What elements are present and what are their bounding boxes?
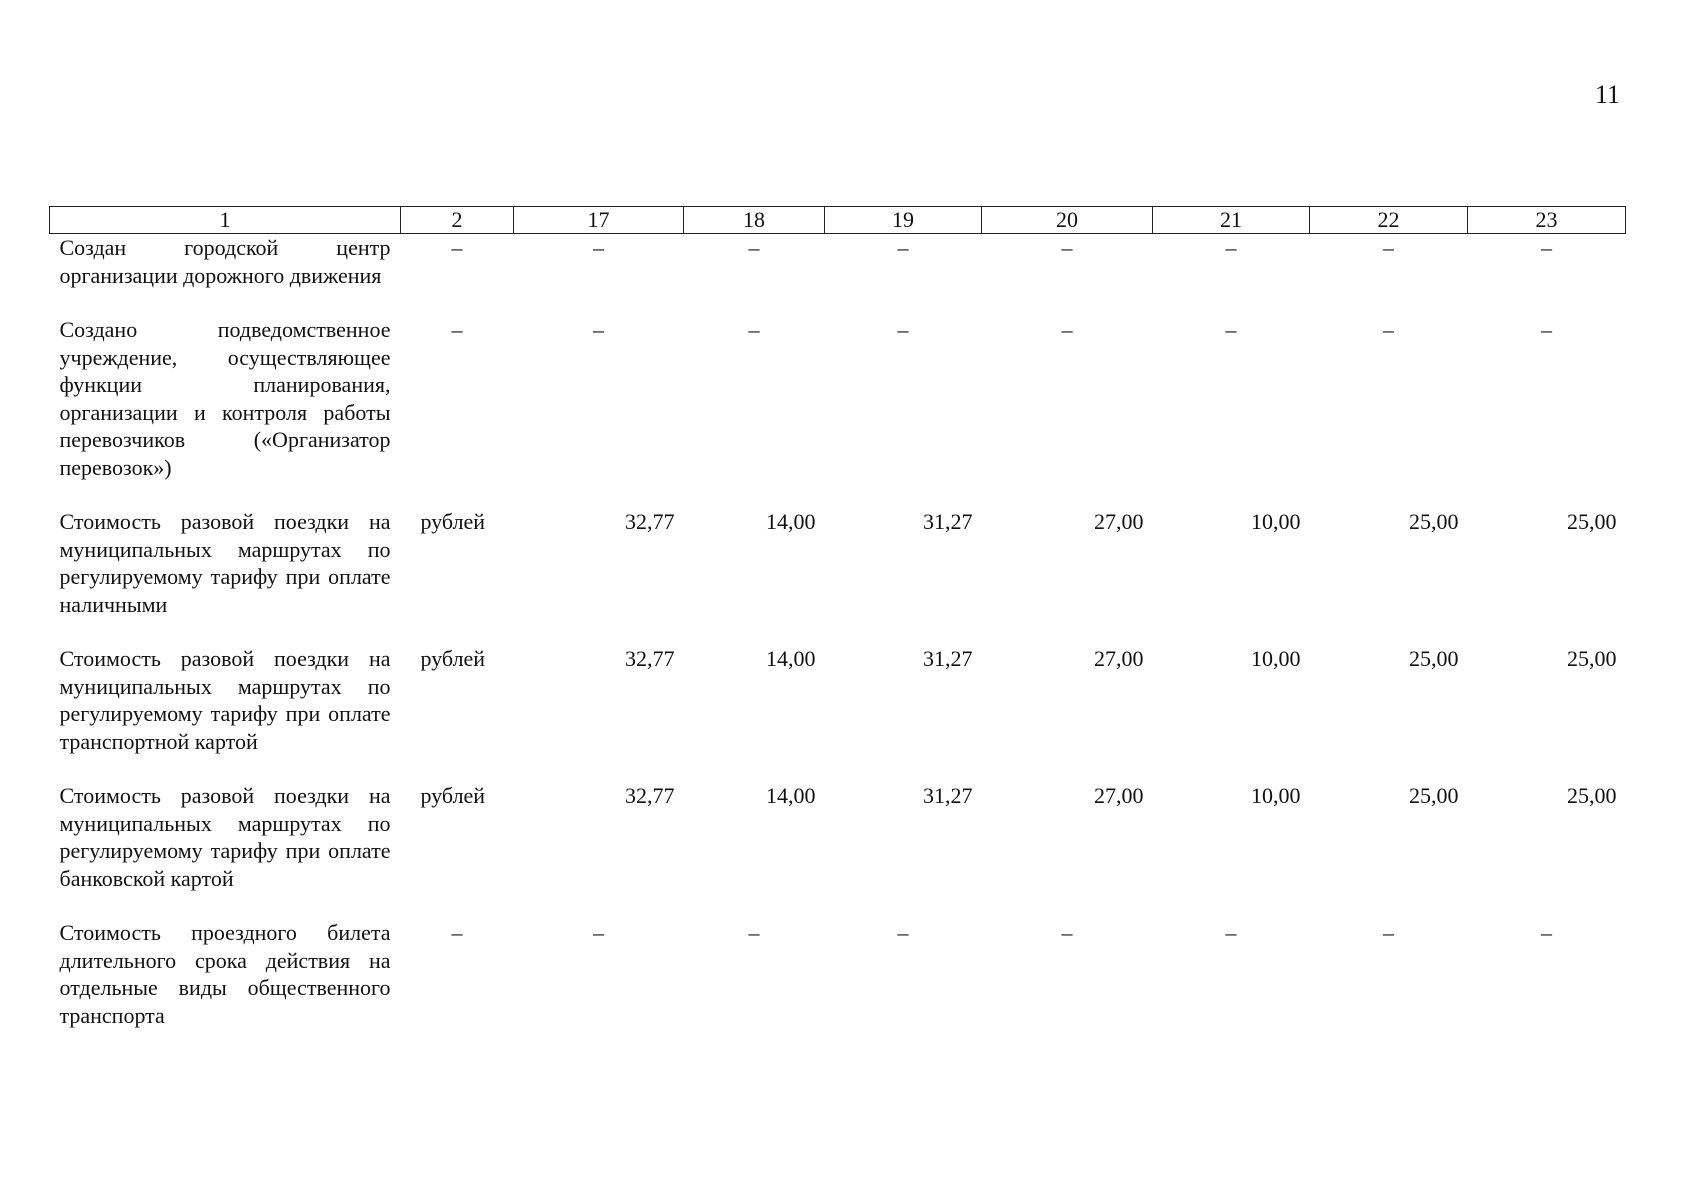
table-row xyxy=(50,234,1626,317)
row-unit: – xyxy=(451,920,463,945)
row-description: Создано подведомственное учреждение, осуществляющее функции планирования, организации и контроля работы перевозчиков («Организатор перевозок») xyxy=(59,317,391,480)
value-cell: – xyxy=(593,920,604,945)
value-cell: 10,00 xyxy=(1251,783,1301,808)
value-cell: – xyxy=(1541,235,1552,260)
value-cell: – xyxy=(1383,235,1394,260)
header-cell: 17 xyxy=(514,207,684,234)
value-cell: 25,00 xyxy=(1409,783,1459,808)
table-row xyxy=(50,645,1626,782)
value-cell: 25,00 xyxy=(1409,509,1459,534)
table-row xyxy=(50,316,1626,508)
row-description: Создан городской центр организации дорожного движения xyxy=(59,235,391,288)
value-cell: 31,27 xyxy=(923,509,973,534)
header-cell: 18 xyxy=(684,207,825,234)
row-description: Стоимость проездного билета длительного срока действия на отдельные виды общественного транспорта xyxy=(59,920,391,1028)
value-cell: 27,00 xyxy=(1094,509,1144,534)
row-description: Стоимость разовой поездки на муниципальных маршрутах по регулируемому тарифу при оплате транспортной картой xyxy=(59,646,391,754)
value-cell: 10,00 xyxy=(1251,509,1301,534)
indicator-table xyxy=(49,206,1626,1056)
header-cell: 22 xyxy=(1310,207,1468,234)
table-row xyxy=(50,782,1626,919)
value-cell: 32,77 xyxy=(625,509,675,534)
value-cell: – xyxy=(897,235,909,260)
value-cell: – xyxy=(1541,920,1552,945)
page-number: 11 xyxy=(1595,80,1621,109)
table-header xyxy=(50,207,1626,234)
header-cell: 21 xyxy=(1153,207,1310,234)
value-cell: 10,00 xyxy=(1251,646,1301,671)
value-cell: – xyxy=(1061,317,1073,342)
header-cell: 23 xyxy=(1468,207,1626,234)
value-cell: – xyxy=(1061,920,1073,945)
value-cell: – xyxy=(897,920,909,945)
header-cell: 2 xyxy=(401,207,514,234)
value-cell: 25,00 xyxy=(1567,783,1617,808)
value-cell: 25,00 xyxy=(1567,646,1617,671)
value-cell: 31,27 xyxy=(923,646,973,671)
value-cell: – xyxy=(897,317,909,342)
header-row xyxy=(50,207,1626,234)
value-cell: 31,27 xyxy=(923,783,973,808)
row-unit: рублей xyxy=(420,783,486,808)
row-unit: – xyxy=(451,317,463,342)
value-cell: 25,00 xyxy=(1409,646,1459,671)
value-cell: 14,00 xyxy=(766,646,816,671)
row-description: Стоимость разовой поездки на муниципальных маршрутах по регулируемому тарифу при оплате банковской картой xyxy=(59,783,391,891)
value-cell: – xyxy=(748,235,760,260)
value-cell: – xyxy=(1383,317,1394,342)
table-body xyxy=(50,234,1626,1057)
value-cell: – xyxy=(593,317,604,342)
header-cell: 20 xyxy=(982,207,1153,234)
row-description: Стоимость разовой поездки на муниципальных маршрутах по регулируемому тарифу при оплате наличными xyxy=(59,509,391,617)
value-cell: – xyxy=(1383,920,1394,945)
value-cell: – xyxy=(593,235,604,260)
value-cell: – xyxy=(1225,235,1237,260)
value-cell: 14,00 xyxy=(766,783,816,808)
value-cell: 32,77 xyxy=(625,646,675,671)
value-cell: – xyxy=(1061,235,1073,260)
header-cell: 1 xyxy=(50,207,401,234)
table-row xyxy=(50,919,1626,1056)
table-row xyxy=(50,508,1626,645)
header-cell: 19 xyxy=(825,207,982,234)
row-unit: – xyxy=(451,235,463,260)
value-cell: – xyxy=(1541,317,1552,342)
value-cell: – xyxy=(748,317,760,342)
value-cell: 32,77 xyxy=(625,783,675,808)
value-cell: – xyxy=(1225,920,1237,945)
value-cell: 14,00 xyxy=(766,509,816,534)
value-cell: 25,00 xyxy=(1567,509,1617,534)
value-cell: – xyxy=(748,920,760,945)
row-unit: рублей xyxy=(420,509,486,534)
value-cell: 27,00 xyxy=(1094,646,1144,671)
row-unit: рублей xyxy=(420,646,486,671)
value-cell: 27,00 xyxy=(1094,783,1144,808)
value-cell: – xyxy=(1225,317,1237,342)
